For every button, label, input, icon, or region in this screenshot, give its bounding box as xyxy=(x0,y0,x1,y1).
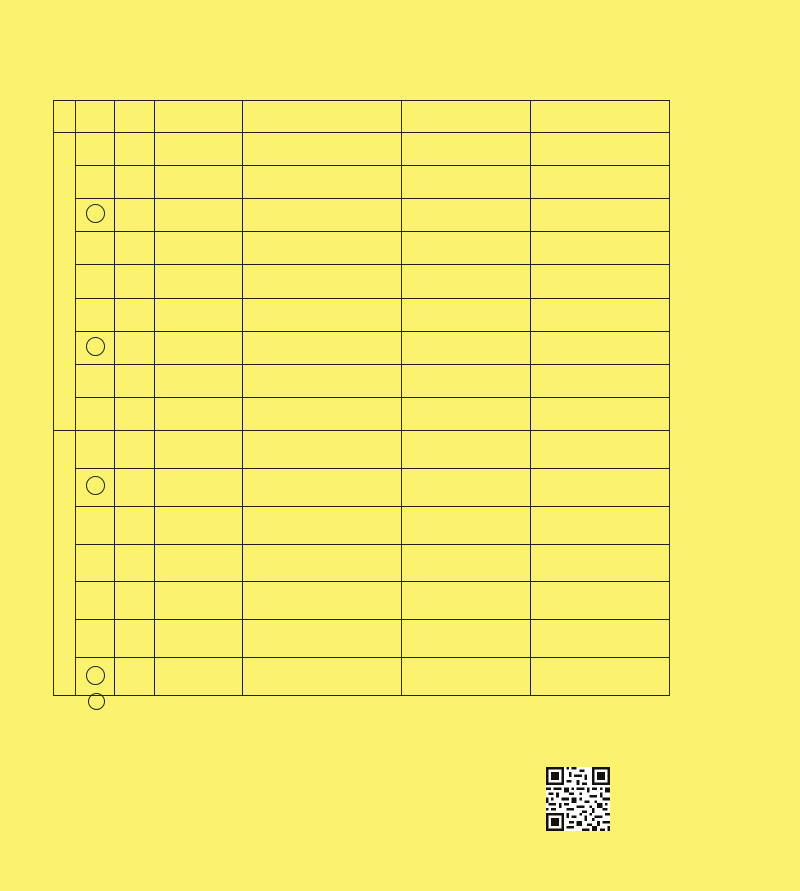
table-row xyxy=(54,506,670,544)
place-cell xyxy=(243,620,402,658)
weekday-cell xyxy=(115,658,155,696)
place-cell xyxy=(243,331,402,364)
time-cell xyxy=(155,506,243,544)
weekday-cell xyxy=(115,506,155,544)
circled-day xyxy=(86,204,105,223)
venue-row xyxy=(88,807,768,831)
type-cell xyxy=(402,199,531,232)
weekday-cell xyxy=(115,582,155,620)
day-cell xyxy=(76,298,115,331)
notes-cell xyxy=(531,506,670,544)
day-cell xyxy=(76,265,115,298)
weekday-cell xyxy=(115,431,155,469)
place-cell xyxy=(243,298,402,331)
type-cell xyxy=(402,468,531,506)
time-cell xyxy=(155,298,243,331)
table-row xyxy=(54,468,670,506)
time-cell xyxy=(155,232,243,265)
time-cell xyxy=(155,133,243,166)
place-cell xyxy=(243,544,402,582)
month-cell xyxy=(54,133,76,431)
venue-list xyxy=(88,759,768,879)
type-cell xyxy=(402,166,531,199)
header-type xyxy=(402,101,531,133)
notes-cell xyxy=(531,364,670,397)
time-cell xyxy=(155,364,243,397)
time-cell xyxy=(155,331,243,364)
table-row xyxy=(54,265,670,298)
table-row xyxy=(54,166,670,199)
time-cell xyxy=(155,582,243,620)
circle-mark-icon xyxy=(88,693,105,710)
weekday-cell xyxy=(115,265,155,298)
table-row xyxy=(54,431,670,469)
day-cell xyxy=(76,468,115,506)
weekday-cell xyxy=(115,331,155,364)
type-cell xyxy=(402,544,531,582)
weekday-cell xyxy=(115,397,155,430)
table-row xyxy=(54,364,670,397)
weekday-cell xyxy=(115,232,155,265)
type-cell xyxy=(402,431,531,469)
time-cell xyxy=(155,431,243,469)
notes-cell xyxy=(531,544,670,582)
table-header-row xyxy=(54,101,670,133)
header-notes xyxy=(531,101,670,133)
day-cell xyxy=(76,397,115,430)
table-row xyxy=(54,133,670,166)
table-row xyxy=(54,544,670,582)
day-cell xyxy=(76,431,115,469)
legend xyxy=(88,693,109,710)
type-cell xyxy=(402,620,531,658)
table-row xyxy=(54,232,670,265)
table-row xyxy=(54,331,670,364)
time-cell xyxy=(155,658,243,696)
table-row xyxy=(54,199,670,232)
notes-cell xyxy=(531,331,670,364)
place-cell xyxy=(243,431,402,469)
day-cell xyxy=(76,364,115,397)
weekday-cell xyxy=(115,298,155,331)
weekday-cell xyxy=(115,166,155,199)
venue-row xyxy=(88,855,768,879)
type-cell xyxy=(402,506,531,544)
circled-day xyxy=(86,476,105,495)
notes-cell xyxy=(531,468,670,506)
weekday-cell xyxy=(115,133,155,166)
place-cell xyxy=(243,364,402,397)
time-cell xyxy=(155,544,243,582)
day-cell xyxy=(76,506,115,544)
time-cell xyxy=(155,166,243,199)
table-row xyxy=(54,397,670,430)
venue-row xyxy=(88,783,768,807)
type-cell xyxy=(402,658,531,696)
header-time xyxy=(155,101,243,133)
weekday-cell xyxy=(115,364,155,397)
notes-cell xyxy=(531,199,670,232)
table-row xyxy=(54,658,670,696)
day-cell xyxy=(76,232,115,265)
notes-cell xyxy=(531,620,670,658)
header-month xyxy=(54,101,76,133)
day-cell xyxy=(76,331,115,364)
notes-cell xyxy=(531,265,670,298)
venue-row xyxy=(88,831,768,855)
table-row xyxy=(54,582,670,620)
table-row xyxy=(54,298,670,331)
notes-cell xyxy=(531,298,670,331)
notice xyxy=(88,724,110,738)
type-cell xyxy=(402,364,531,397)
time-cell xyxy=(155,265,243,298)
qr-code-icon[interactable] xyxy=(546,767,610,831)
notes-cell xyxy=(531,232,670,265)
place-cell xyxy=(243,133,402,166)
notes-cell xyxy=(531,431,670,469)
type-cell xyxy=(402,331,531,364)
header-place xyxy=(243,101,402,133)
day-cell xyxy=(76,620,115,658)
schedule-body xyxy=(54,133,670,696)
time-cell xyxy=(155,620,243,658)
table-row xyxy=(54,620,670,658)
day-cell xyxy=(76,199,115,232)
day-cell xyxy=(76,133,115,166)
header-weekday xyxy=(115,101,155,133)
day-cell xyxy=(76,544,115,582)
day-cell xyxy=(76,658,115,696)
place-cell xyxy=(243,468,402,506)
schedule-table xyxy=(53,100,670,696)
circled-day xyxy=(86,337,105,356)
venue-row xyxy=(88,759,768,783)
weekday-cell xyxy=(115,620,155,658)
type-cell xyxy=(402,133,531,166)
notes-cell xyxy=(531,397,670,430)
notes-cell xyxy=(531,582,670,620)
notes-cell xyxy=(531,166,670,199)
header-day xyxy=(76,101,115,133)
notes-cell xyxy=(531,133,670,166)
weekday-cell xyxy=(115,199,155,232)
weekday-cell xyxy=(115,544,155,582)
type-cell xyxy=(402,298,531,331)
day-cell xyxy=(76,582,115,620)
day-cell xyxy=(76,166,115,199)
notes-cell xyxy=(531,658,670,696)
place-cell xyxy=(243,397,402,430)
place-cell xyxy=(243,199,402,232)
time-cell xyxy=(155,468,243,506)
place-cell xyxy=(243,232,402,265)
month-cell xyxy=(54,431,76,696)
place-cell xyxy=(243,658,402,696)
weekday-cell xyxy=(115,468,155,506)
type-cell xyxy=(402,232,531,265)
type-cell xyxy=(402,265,531,298)
time-cell xyxy=(155,199,243,232)
type-cell xyxy=(402,582,531,620)
circled-day xyxy=(86,666,105,685)
place-cell xyxy=(243,265,402,298)
place-cell xyxy=(243,506,402,544)
time-cell xyxy=(155,397,243,430)
place-cell xyxy=(243,166,402,199)
place-cell xyxy=(243,582,402,620)
type-cell xyxy=(402,397,531,430)
